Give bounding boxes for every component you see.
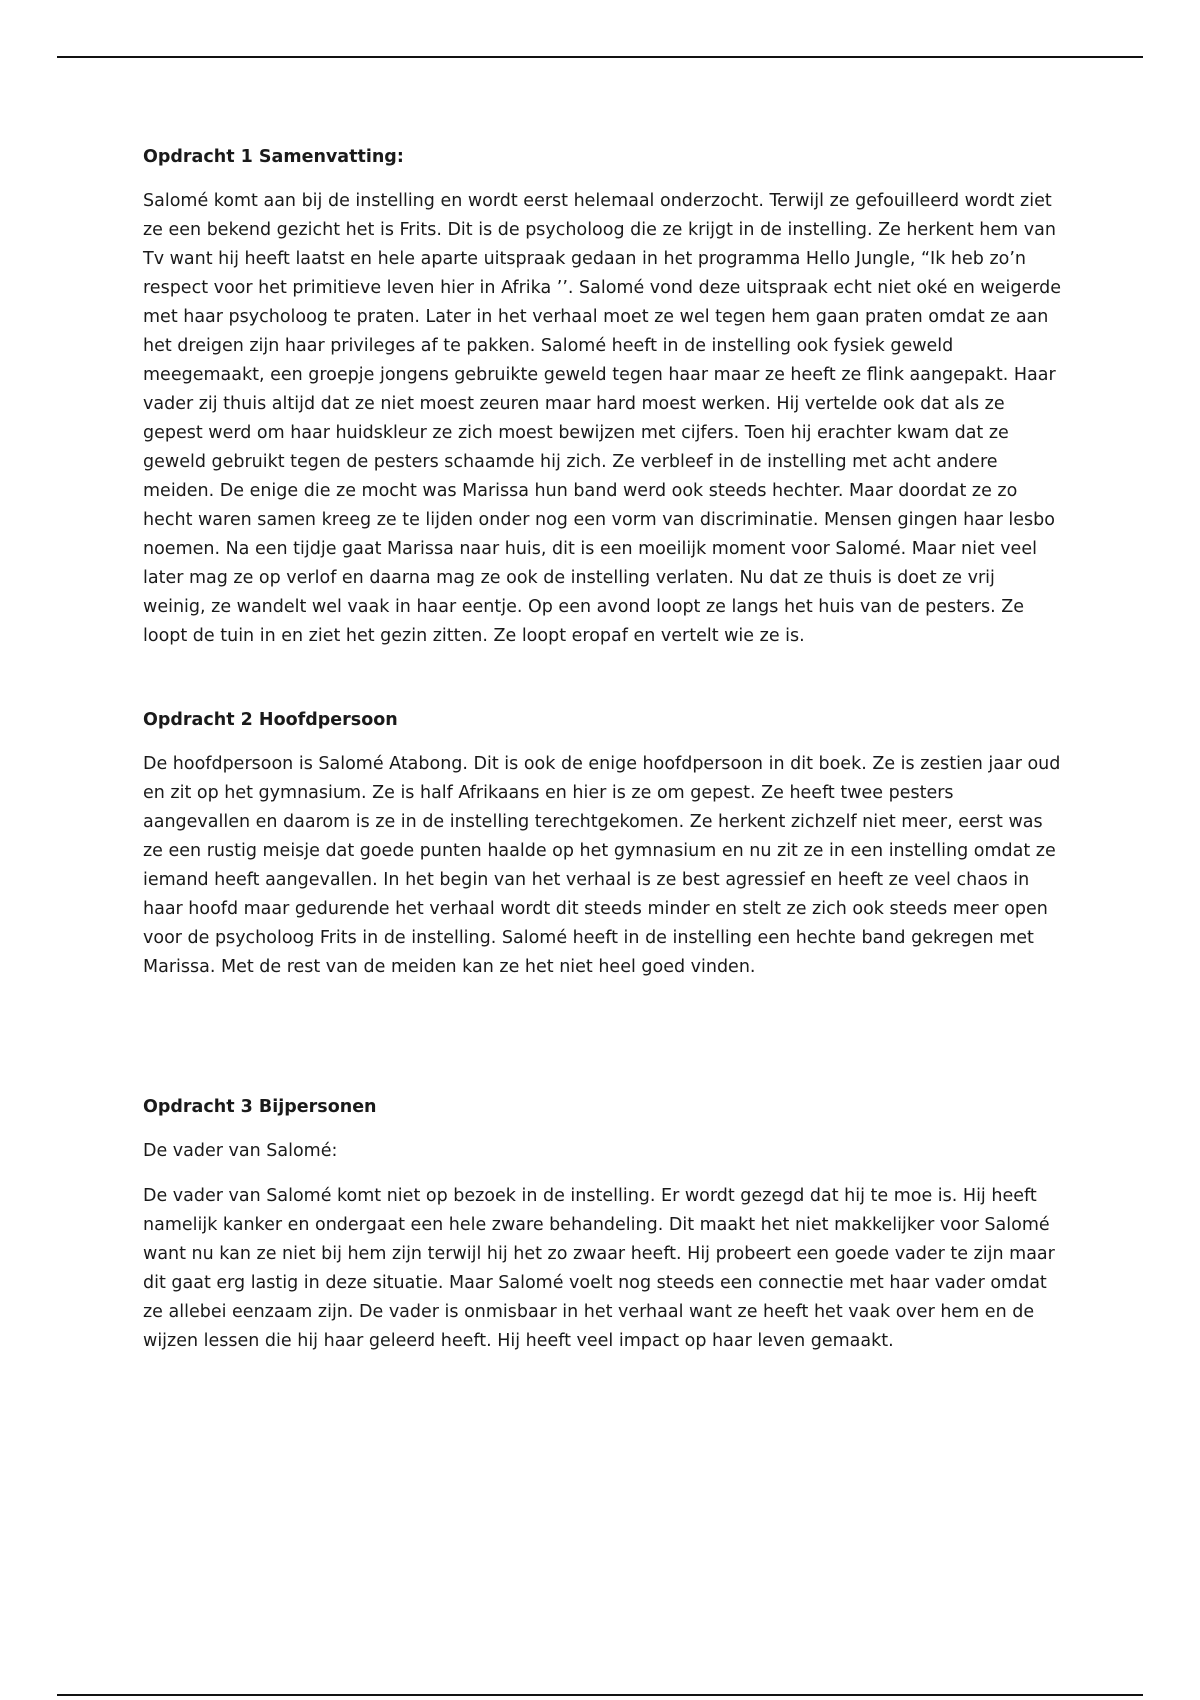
section-paragraph-hoofdpersoon: De hoofdpersoon is Salomé Atabong. Dit is ook de enige hoofdpersoon in dit boek. Ze is zestien jaar oud en zit op het gymnasium. Ze is half Afrikaans en hier is ze om gepest. Ze heeft twee pesters aangevallen en daarom is ze in de instelling terechtgekomen. Ze herkent zichzelf niet meer, eerst was ze een rustig meisje dat goede punten haalde op het gymnasium en nu zit ze in een instelling omdat ze iemand heeft aangevallen. In het begin van het verhaal is ze best agressief en heeft ze veel chaos in haar hoofd maar gedurende het verhaal wordt dit steeds minder en stelt ze zich ook steeds meer open voor de psycholoog Frits in de instelling. Salomé heeft in de instelling een hechte band gekregen met Marissa. Met de rest van de meiden kan ze het niet heel goed vinden. (143, 754, 1061, 977)
section-heading-samenvatting: Opdracht 1 Samenvatting: (143, 147, 404, 167)
section-paragraph-vader: De vader van Salomé komt niet op bezoek in de instelling. Er wordt gezegd dat hij te moe is. Hij heeft namelijk kanker en ondergaat een hele zware behandeling. Dit maakt het niet makkelijker voor Salomé want nu kan ze niet bij hem zijn terwijl hij het zo zwaar heeft. Hij probeert een goede vader te zijn maar dit gaat erg lastig in deze situatie. Maar Salomé voelt nog steeds een connectie met haar vader omdat ze allebei eenzaam zijn. De vader is onmisbaar in het verhaal want ze heeft het vaak over hem en de wijzen lessen die hij haar geleerd heeft. Hij heeft veel impact op haar leven gemaakt. (143, 1186, 1055, 1351)
document-body (143, 143, 1063, 1356)
section-paragraph-samenvatting: Salomé komt aan bij de instelling en wordt eerst helemaal onderzocht. Terwijl ze gefouilleerd wordt ziet ze een bekend gezicht het is Frits. Dit is de psycholoog die ze krijgt in de instelling. Ze herkent hem van Tv want hij heeft laatst en hele aparte uitspraak gedaan in het programma Hello Jungle, “Ik heb zo’n respect voor het primitieve leven hier in Afrika ’’. Salomé vond deze uitspraak echt niet oké en weigerde met haar psycholoog te praten. Later in het verhaal moet ze wel tegen hem gaan praten omdat ze aan het dreigen zijn haar privileges af te pakken. Salomé heeft in de instelling ook fysiek geweld meegemaakt, een groepje jongens gebruikte geweld tegen haar maar ze heeft ze flink aangepakt. Haar vader zij thuis altijd dat ze niet moest zeuren maar hard moest werken. Hij vertelde ook dat als ze gepest werd om haar huidskleur ze zich moest bewijzen met cijfers. Toen hij erachter kwam dat ze geweld gebruikt tegen de pesters schaamde hij zich. Ze verbleef in de instelling met acht andere meiden. De enige die ze mocht was Marissa hun band werd ook steeds hechter. Maar doordat ze zo hecht waren samen kreeg ze te lijden onder nog een vorm van discriminatie. Mensen gingen haar lesbo noemen. Na een tijdje gaat Marissa naar huis, dit is een moeilijk moment voor Salomé. Maar niet veel later mag ze op verlof en daarna mag ze ook de instelling verlaten. Nu dat ze thuis is doet ze vrij weinig, ze wandelt wel vaak in haar eentje. Op een avond loopt ze langs het huis van de pesters. Ze loopt de tuin in en ziet het gezin zitten. Ze loopt eropaf en vertelt wie ze is. (143, 191, 1061, 646)
section-heading-bijpersonen: Opdracht 3 Bijpersonen (143, 1097, 377, 1117)
section-heading-hoofdpersoon: Opdracht 2 Hoofdpersoon (143, 710, 398, 730)
header-rule (57, 56, 1143, 58)
footer-rule (57, 1694, 1143, 1696)
section-subheading-vader: De vader van Salomé: (143, 1141, 338, 1161)
